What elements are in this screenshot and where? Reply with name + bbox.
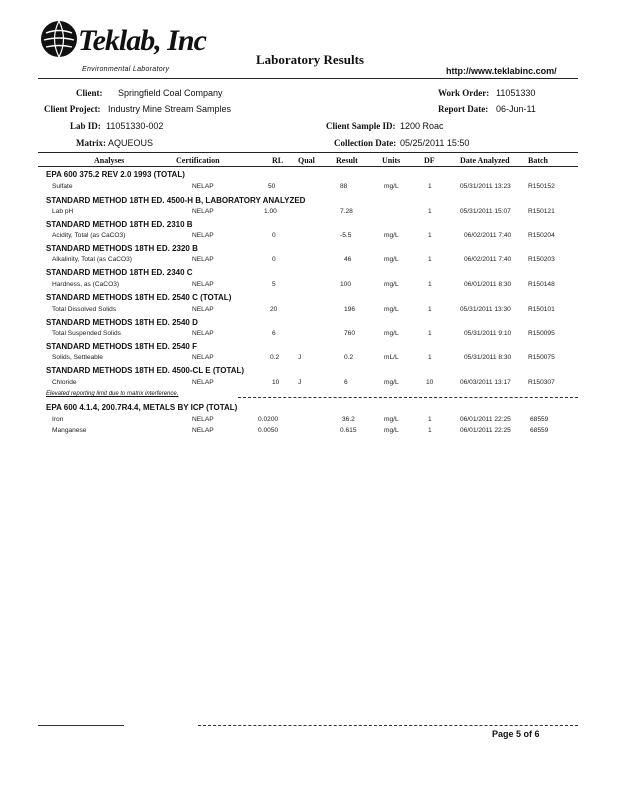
batch-id: R150203 xyxy=(528,256,555,263)
page-number: Page 5 of 6 xyxy=(492,729,540,739)
reporting-limit: 20 xyxy=(270,306,278,313)
result-value: 88 xyxy=(340,183,348,190)
note-divider xyxy=(238,397,578,398)
company-subtitle: Environmental Laboratory xyxy=(82,66,170,73)
collection-date-label: Collection Date: xyxy=(334,138,397,148)
reporting-limit: 0.0200 xyxy=(258,416,279,423)
batch-id: R150121 xyxy=(528,208,555,215)
col-header-units: Units xyxy=(382,156,401,165)
reporting-limit: 0.0050 xyxy=(258,427,279,434)
batch-id: R150095 xyxy=(528,330,555,337)
dilution-factor: 1 xyxy=(428,427,432,434)
method-section-title: EPA 600 4.1.4, 200.7R4.4, METALS BY ICP (TOTAL) xyxy=(46,403,238,412)
lab-id-value: 11051330-002 xyxy=(106,121,164,131)
footer-rule xyxy=(198,725,578,726)
certification: NELAP xyxy=(192,416,214,423)
dilution-factor: 1 xyxy=(428,281,432,288)
reporting-limit: 6 xyxy=(272,330,276,337)
matrix-value: AQUEOUS xyxy=(108,138,154,148)
analyte-name: Hardness, as (CaCO3) xyxy=(52,281,120,288)
certification: NELAP xyxy=(192,256,214,263)
certification: NELAP xyxy=(192,232,214,239)
units: mg/L xyxy=(384,379,399,386)
units: mg/L xyxy=(384,281,399,288)
lab-id-label: Lab ID: xyxy=(70,121,101,131)
analyte-name: Total Suspended Solids xyxy=(52,330,121,337)
method-section-title: STANDARD METHODS 18TH ED. 2540 F xyxy=(46,342,197,351)
certification: NELAP xyxy=(192,379,214,386)
certification: NELAP xyxy=(192,330,214,337)
reporting-limit: 0.2 xyxy=(270,354,280,361)
header-divider xyxy=(38,78,578,79)
result-value: 100 xyxy=(340,281,352,288)
dilution-factor: 1 xyxy=(428,232,432,239)
project-label: Client Project: xyxy=(44,104,101,114)
dilution-factor: 10 xyxy=(426,379,434,386)
method-section-title: STANDARD METHOD 18TH ED. 2310 B xyxy=(46,220,193,229)
method-section-title: STANDARD METHOD 18TH ED. 2340 C xyxy=(46,268,193,277)
dilution-factor: 1 xyxy=(428,183,432,190)
units: mg/L xyxy=(384,306,399,313)
result-value: -5.5 xyxy=(340,232,352,239)
certification: NELAP xyxy=(192,427,214,434)
method-section-title: STANDARD METHODS 18TH ED. 2320 B xyxy=(46,244,198,253)
reporting-limit: 5 xyxy=(272,281,276,288)
dilution-factor: 1 xyxy=(428,208,432,215)
date-analyzed: 06/03/2011 13:17 xyxy=(460,379,511,386)
page-title: Laboratory Results xyxy=(256,52,364,67)
work-order-value: 11051330 xyxy=(496,88,536,98)
date-analyzed: 05/31/2011 13:23 xyxy=(460,183,511,190)
method-section-title: STANDARD METHODS 18TH ED. 4500-CL E (TOTAL) xyxy=(46,366,245,375)
dilution-factor: 1 xyxy=(428,330,432,337)
method-section-title: EPA 600 375.2 REV 2.0 1993 (TOTAL) xyxy=(46,170,185,179)
batch-id: R150204 xyxy=(528,232,555,239)
units: mg/L xyxy=(384,256,399,263)
client-label: Client: xyxy=(76,88,103,98)
client-value: Springfield Coal Company xyxy=(118,88,223,98)
units: mL/L xyxy=(384,354,399,361)
col-header-date-analyzed: Date Analyzed xyxy=(460,156,510,165)
reporting-limit: 0 xyxy=(272,256,276,263)
collection-date-value: 05/25/2011 15:50 xyxy=(400,138,470,148)
project-value: Industry Mine Stream Samples xyxy=(108,104,232,114)
col-header-qual: Qual xyxy=(298,156,315,165)
globe-logo-icon xyxy=(38,18,80,60)
result-value: 0.615 xyxy=(340,427,357,434)
table-header-rule xyxy=(38,166,578,167)
analyte-name: Chloride xyxy=(52,379,77,386)
reporting-limit: 1.00 xyxy=(264,208,277,215)
matrix-interference-note: Elevated reporting limit due to matrix interference. xyxy=(46,391,179,397)
sample-id-value: 1200 Roac xyxy=(400,121,444,131)
reporting-limit: 0 xyxy=(272,232,276,239)
batch-id: R150101 xyxy=(528,306,555,313)
sample-id-label: Client Sample ID: xyxy=(326,121,396,131)
qualifier: J xyxy=(298,354,302,361)
col-header-batch: Batch xyxy=(528,156,548,165)
qualifier: J xyxy=(298,379,302,386)
analyte-name: Manganese xyxy=(52,427,87,434)
batch-id: R150152 xyxy=(528,183,555,190)
col-header-rl: RL xyxy=(272,156,284,165)
units: mg/L xyxy=(384,330,399,337)
date-analyzed: 05/31/2011 15:07 xyxy=(460,208,511,215)
analyte-name: Sulfate xyxy=(52,183,73,190)
date-analyzed: 05/31/2011 8:30 xyxy=(464,354,512,361)
work-order-label: Work Order: xyxy=(438,88,490,98)
col-header-result: Result xyxy=(336,156,358,165)
date-analyzed: 06/01/2011 22:25 xyxy=(460,427,511,434)
analyte-name: Acidity, Total (as CaCO3) xyxy=(52,232,126,239)
analyte-name: Total Dissolved Solids xyxy=(52,306,117,313)
method-section-title: STANDARD METHODS 18TH ED. 2540 C (TOTAL) xyxy=(46,293,232,302)
matrix-label: Matrix: xyxy=(76,138,106,148)
report-date-label: Report Date: xyxy=(438,104,489,114)
certification: NELAP xyxy=(192,208,214,215)
batch-id: 68559 xyxy=(530,416,549,423)
col-header-analyses: Analyses xyxy=(94,156,125,165)
dilution-factor: 1 xyxy=(428,354,432,361)
dilution-factor: 1 xyxy=(428,306,432,313)
col-header-df: DF xyxy=(424,156,435,165)
report-date-value: 06-Jun-11 xyxy=(496,104,536,114)
certification: NELAP xyxy=(192,281,214,288)
batch-id: 68559 xyxy=(530,427,549,434)
footer-rule-left xyxy=(38,725,124,726)
analyte-name: Solids, Settleable xyxy=(52,354,103,361)
analyte-name: Lab pH xyxy=(52,208,74,215)
analyte-name: Alkalinity, Total (as CaCO3) xyxy=(52,256,133,263)
units: mg/L xyxy=(384,232,399,239)
date-analyzed: 06/01/2011 22:25 xyxy=(460,416,511,423)
batch-id: R150075 xyxy=(528,354,555,361)
date-analyzed: 06/02/2011 7:40 xyxy=(464,232,512,239)
units: mg/L xyxy=(384,427,399,434)
result-value: 760 xyxy=(344,330,356,337)
date-analyzed: 05/31/2011 9:10 xyxy=(464,330,512,337)
date-analyzed: 06/02/2011 7:40 xyxy=(464,256,512,263)
batch-id: R150307 xyxy=(528,379,555,386)
company-logo-name: Teklab, Inc xyxy=(78,24,206,57)
result-value: 7.28 xyxy=(340,208,353,215)
certification: NELAP xyxy=(192,306,214,313)
dilution-factor: 1 xyxy=(428,416,432,423)
dilution-factor: 1 xyxy=(428,256,432,263)
units: mg/L xyxy=(384,416,399,423)
analyte-name: Iron xyxy=(52,416,64,423)
units: mg/L xyxy=(384,183,399,190)
website-link[interactable]: http://www.teklabinc.com/ xyxy=(446,66,557,76)
reporting-limit: 10 xyxy=(272,379,280,386)
result-value: 36.2 xyxy=(342,416,355,423)
certification: NELAP xyxy=(192,354,214,361)
date-analyzed: 06/01/2011 8:30 xyxy=(464,281,512,288)
reporting-limit: 50 xyxy=(268,183,276,190)
result-value: 0.2 xyxy=(344,354,354,361)
batch-id: R150148 xyxy=(528,281,555,288)
method-section-title: STANDARD METHODS 18TH ED. 2540 D xyxy=(46,318,198,327)
date-analyzed: 05/31/2011 13:30 xyxy=(460,306,511,313)
table-top-rule xyxy=(38,152,578,153)
col-header-certification: Certification xyxy=(176,156,220,165)
certification: NELAP xyxy=(192,183,214,190)
result-value: 46 xyxy=(344,256,352,263)
method-section-title: STANDARD METHOD 18TH ED. 4500-H B, LABORATORY ANALYZED xyxy=(46,196,306,205)
result-value: 196 xyxy=(344,306,356,313)
result-value: 6 xyxy=(344,379,348,386)
